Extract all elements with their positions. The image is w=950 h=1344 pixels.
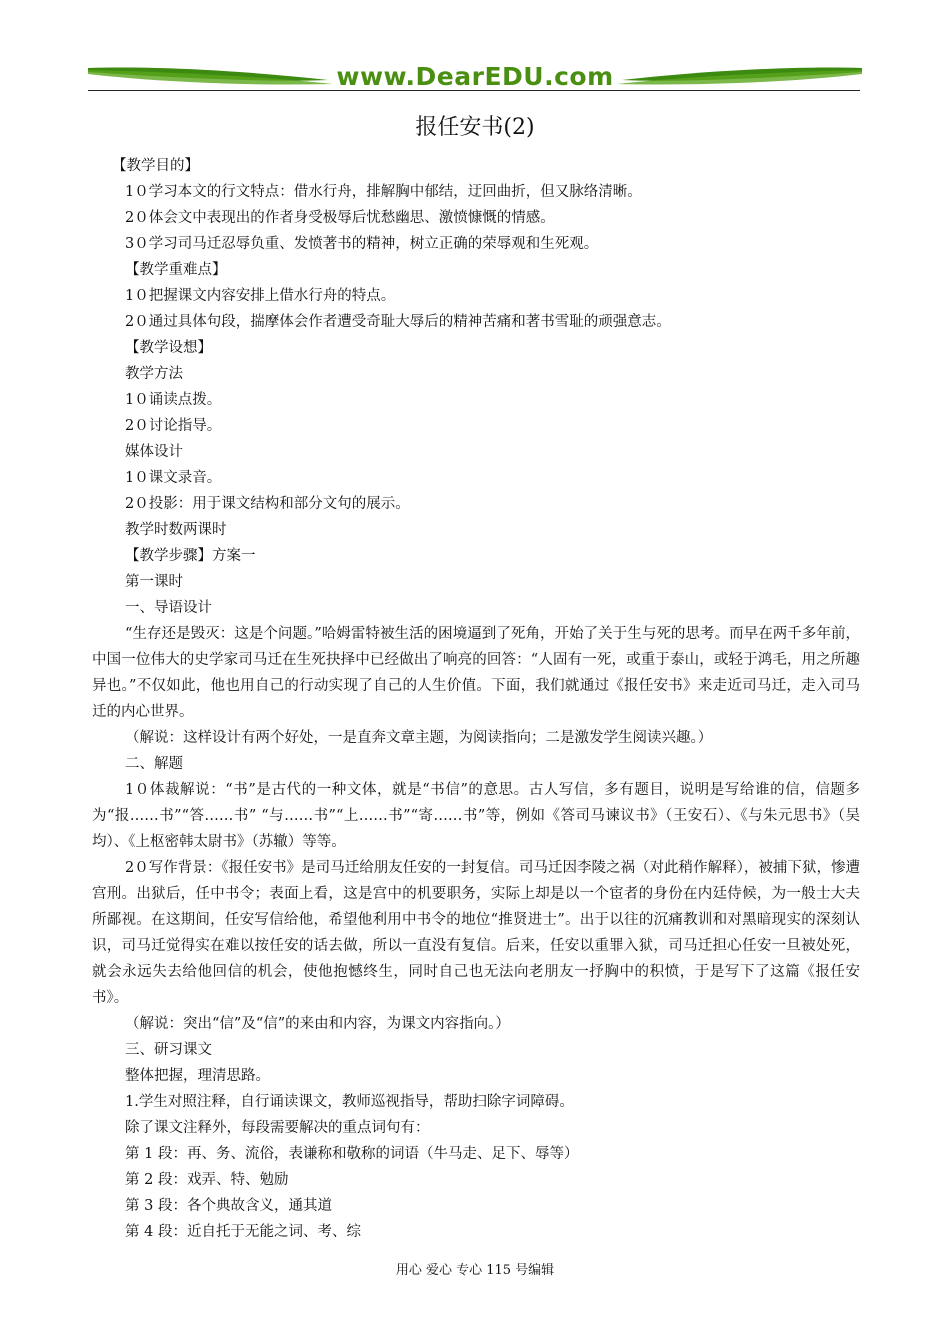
text-line: 第 1 段：再、务、流俗，表谦称和敬称的词语（牛马走、足下、辱等） (125, 1146, 579, 1162)
background-paragraph: 2０写作背景：《报任安书》是司马迁给朋友任安的一封复信。司马迁因李陵之祸（对此稍作解释），被捕下狱，惨遭宫刑。出狱后，任中书令；表面上看，这是宫中的机要职务，实际上却是以一个宦者的身份在内廷侍候，为一般士大夫所鄙视。在这期间，任安写信给他，希望他利用中书令的地位“推贤进士”。出于以往的沉痛教训和对黑暗现实的深刻认识，司马迁觉得实在难以按任安的话去做，所以一直没有复信。后来，任安以重罪入狱，司马迁担心任安一旦被处死，就会永远失去给他回信的机会，使他抱憾终生，同时自己也无法向老朋友一抒胸中的积愤，于是写下了这篇《报任安书》。 (92, 860, 860, 1006)
site-url-logo: www.DearEDU.com (336, 62, 614, 91)
header-rule (88, 90, 860, 91)
text-line: 2０体会文中表现出的作者身受极辱后忧愁幽思、激愤慷慨的情感。 (125, 210, 555, 226)
text-line: 1０学习本文的行文特点：借水行舟，排解胸中郁结，迂回曲折，但又脉络清晰。 (125, 184, 642, 200)
intro-paragraph: “生存还是毁灭：这是个问题。”哈姆雷特被生活的困境逼到了死角，开始了关于生与死的思考。而早在两千多年前，中国一位伟大的史学家司马迁在生死抉择中已经做出了响亮的回答：“人固有一死，或重于泰山，或轻于鸿毛，用之所趣异也。”不仅如此，他也用自己的行动实现了自己的人生价值。下面，我们就通过《报任安书》来走近司马迁，走入司马迁的内心世界。 (92, 626, 860, 720)
text-line: 1.学生对照注释，自行诵读课文，教师巡视指导，帮助扫除字词障碍。 (125, 1094, 574, 1110)
text-line: 除了课文注释外，每段需要解决的重点词句有： (125, 1120, 430, 1136)
text-line: 第一课时 (125, 574, 183, 590)
note-line: （解说：这样设计有两个好处，一是直奔文章主题，为阅读指向；二是激发学生阅读兴趣。） (125, 730, 713, 746)
text-line: 3０学习司马迁忍辱负重、发愤著书的精神，树立正确的荣辱观和生死观。 (125, 236, 599, 252)
text-line: 整体把握，理清思路。 (125, 1068, 270, 1084)
section-heading: 二、解题 (125, 756, 183, 772)
document-title: 报任安书(2) (415, 115, 535, 140)
note-line: （解说：突出“信”及“信”的来由和内容，为课文内容指向。） (125, 1016, 510, 1032)
document-body (92, 153, 860, 1245)
text-line: 第 4 段：近自托于无能之词、考、综 (125, 1224, 361, 1240)
text-line: 一、导语设计 (125, 600, 212, 616)
text-line: 1０诵读点拨。 (125, 392, 222, 408)
section-heading: 三、研习课文 (125, 1042, 212, 1058)
text-line: 第 2 段：戏弄、特、勉励 (125, 1172, 289, 1188)
text-line: 1０课文录音。 (125, 470, 222, 486)
section-heading: 【教学设想】 (125, 340, 212, 356)
text-line: 2０通过具体句段，揣摩体会作者遭受奇耻大辱后的精神苦痛和著书雪耻的顽强意志。 (125, 314, 671, 330)
text-line: 媒体设计 (125, 444, 183, 460)
genre-paragraph: 1０体裁解说：“书”是古代的一种文体，就是“书信”的意思。古人写信，多有题目，说明是写给谁的信，信题多为“报……书”“答……书” “与……书”“上……书”“寄……书”等，例如《答司马谏议书》（王安石）、《与朱元思书》（吴均）、《上枢密韩太尉书》（苏辙）等等。 (92, 782, 860, 850)
page-footer: 用心 爱心 专心 115 号编辑 (395, 1263, 555, 1278)
text-line: 教学时数两课时 (125, 522, 227, 538)
text-line: 教学方法 (125, 366, 183, 382)
text-line: 第 3 段：各个典故含义，通其道 (125, 1198, 332, 1214)
site-banner (88, 58, 862, 98)
text-line: 2０讨论指导。 (125, 418, 222, 434)
section-heading: 【教学步骤】方案一 (125, 548, 256, 564)
section-heading: 【教学目的】 (112, 158, 199, 174)
section-heading: 【教学重难点】 (125, 262, 227, 278)
text-line: 2０投影：用于课文结构和部分文句的展示。 (125, 496, 410, 512)
text-line: 1０把握课文内容安排上借水行舟的特点。 (125, 288, 396, 304)
